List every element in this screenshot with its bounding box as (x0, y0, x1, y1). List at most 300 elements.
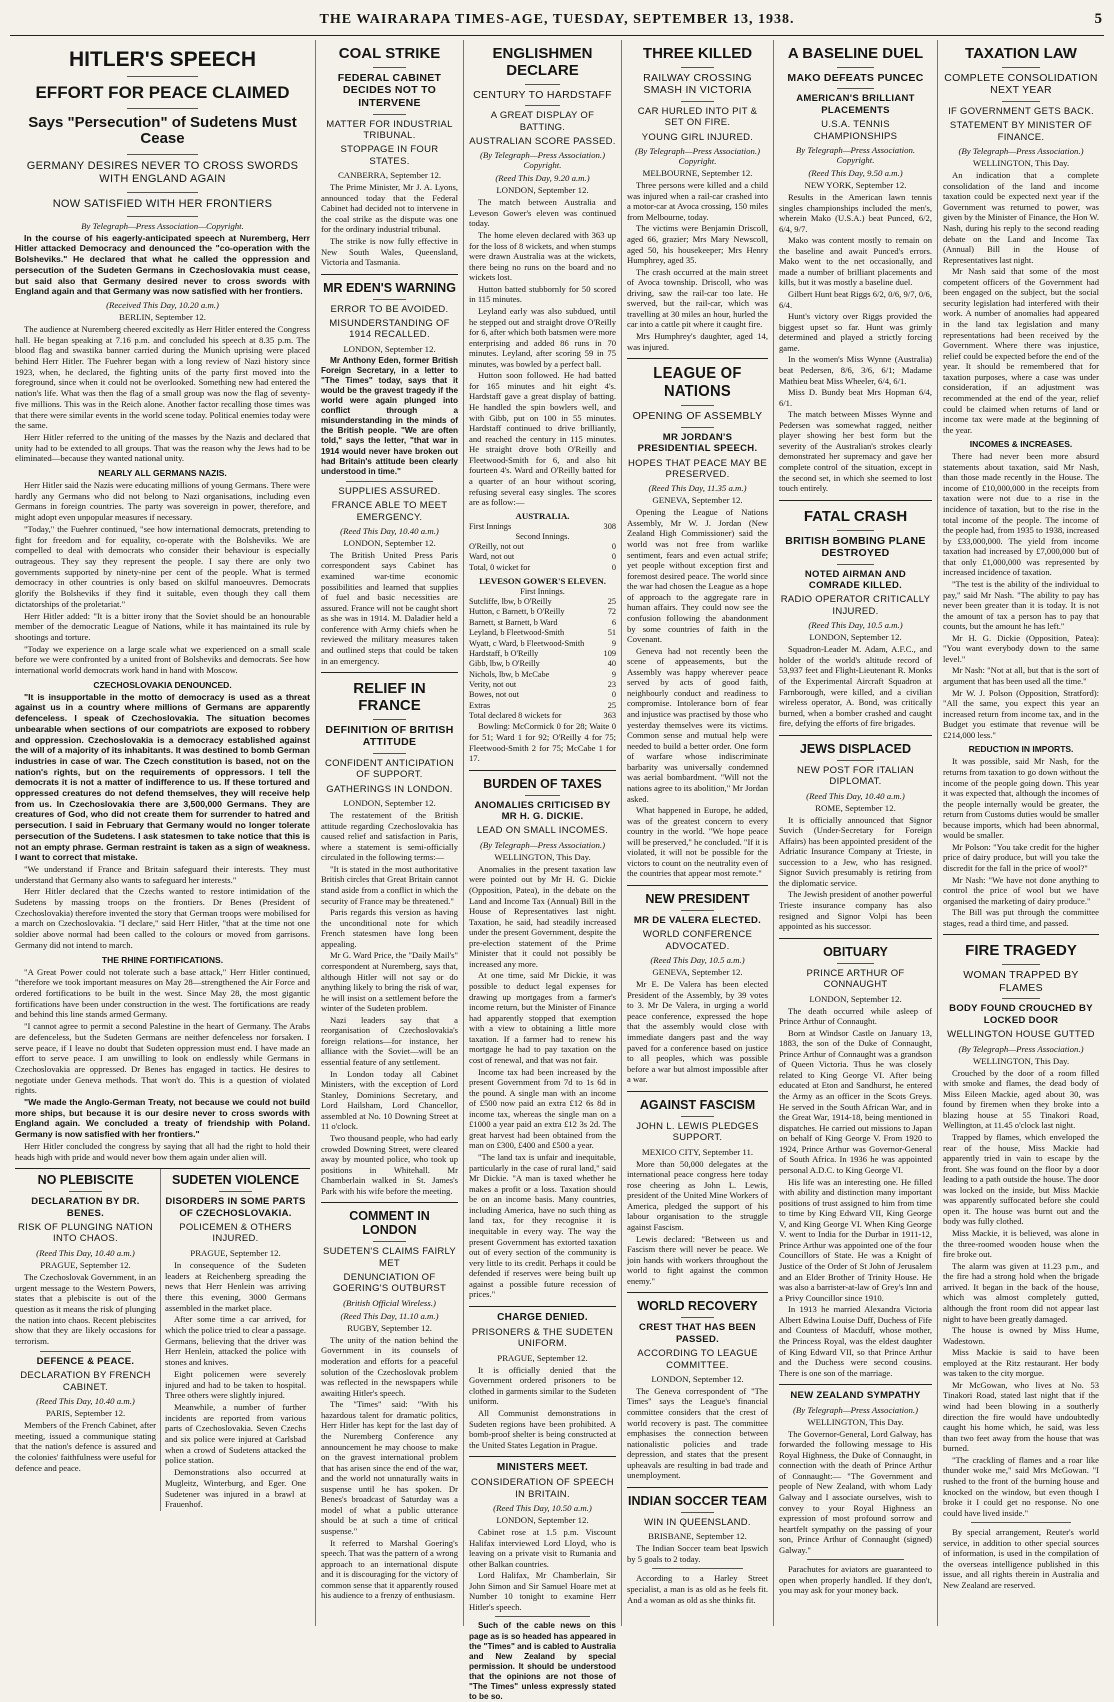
byline: (By Telegraph—Press Association.) (792, 1404, 919, 1415)
notice: Such of the cable news on this page as is so headed has appeared in the "Times" and is cabled to Australia and New Zealand by special permission. It should be understood that the opinions are not those of "The Times" unless expressly stated to be so. (469, 1621, 616, 1702)
article-burden-of-taxes (469, 770, 616, 1300)
paragraph: "We made the Anglo-German Treaty, not because we could not build more ships, but because it is our desire never to cross swords with England again. We concluded a treaty of friendship with Poland. Germany is now satisfied with her frontiers." (15, 1097, 310, 1140)
subheadline: DEFINITION OF BRITISH ATTITUDE (325, 723, 454, 749)
column-3 (464, 40, 622, 1702)
article-no-plebiscite (15, 1169, 161, 1511)
headline: INDIAN SOCCER TEAM (628, 1493, 767, 1508)
divider (373, 1241, 406, 1242)
paragraph: The audience at Nuremberg cheered excitedly as Herr Hitler entered the Congress hall. He began speaking at 7.16 p.m. and concluded his speech at 8.35 p.m. The blood flag and swastika banner carried during the Munich uprising were placed behind Herr Hitler. The Fuehrer began with a long review of Nazi history since 1923, when, he declared, the fighting units of the party first moved into the foreground, since when it could not be overlooked. Something new had entered the nation's life. What was then the flag of a small group was now the flag of seventy-five millions. This was in the Reich alone. Another factor recalling those times was that there were similar events in the world scene today. Political enemies today were the same. (15, 323, 310, 431)
paragraph: It is officially denied that the Government ordered prisoners to be clothed in garments similar to the Sudeten uniform. (469, 1364, 616, 1407)
subheadline: CAR HURLED INTO PIT & SET ON FIRE. (637, 105, 758, 129)
subheadline: SUPPLIES ASSURED. (338, 485, 441, 497)
received-line: (Reed This Day, 10.40 a.m.) (340, 525, 439, 536)
headline: LEAGUE OF NATIONS (653, 365, 742, 401)
received-line: (Reed This Day, 10.40 a.m.) (806, 790, 905, 801)
score-value: 6 (611, 617, 616, 627)
dateline: PRAGUE, September 12. (40, 1259, 131, 1270)
paragraph: Mr Anthony Eden, former British Foreign Secretary, in a letter to "The Times" today, says that it would be the gravest tragedy if the world were again plunged into conflict through a misunderstanding in the minds of the British people. "We are often told," says the letter, "that war in 1914 would never have broken out had Britain's attitude been clearly understood in time." (321, 355, 458, 476)
paragraph: The "Times" said: "With his hazardous talent for dramatic politics, Herr Hitler has kept for the last day of the Nuremberg Conference any announcement he may choose to make on the gravest international problem that has arisen since the end of the war, and the world not unnaturally waits in suspense until he has spoken. Dr Benes's broadcast of Saturday was a model of what a public utterance should be at such a time of critical suspense." (321, 1399, 458, 1536)
score-row (469, 597, 616, 607)
byline: (By Telegraph—Press Association.) (479, 839, 606, 850)
paragraph: "It is stated in the most authoritative British circles that Great Britain cannot stand aside from a conflict in which the security of France may be threatened." (321, 863, 458, 906)
score-name: Gibb, lbw, b O'Reilly (469, 659, 540, 669)
score-name: Ward, not out (469, 552, 515, 562)
divider (69, 1191, 103, 1192)
subheadline: CENTURY TO HARDSTAFF (473, 88, 612, 101)
subheadline: ACCORDING TO LEAGUE COMMITTEE. (637, 1348, 758, 1371)
article-baseline-duel (779, 46, 932, 494)
score-value: 363 (603, 711, 616, 721)
divider (1002, 101, 1039, 102)
subheadline: RAILWAY CROSSING SMASH IN VICTORIA (643, 71, 752, 97)
headline: TAXATION LAW (965, 45, 1077, 62)
headline: AGAINST FASCISM (639, 1097, 756, 1112)
scorecard-subheading: First Innings. (520, 587, 565, 597)
scorecard-leveson-gower (469, 597, 616, 721)
dateline: LONDON, September 12. (343, 537, 436, 548)
scorecard-heading: LEVESON GOWER'S ELEVEN. (479, 576, 606, 587)
divider (373, 753, 406, 754)
article-relief-in-france (321, 672, 458, 1196)
score-row (469, 690, 616, 700)
score-value: 0 (611, 562, 616, 572)
divider (681, 67, 715, 68)
article-ministers-meet (469, 1456, 616, 1702)
dateline: LONDON, September 12. (809, 632, 902, 643)
dateline: LONDON, September 12. (496, 1514, 589, 1525)
dateline: LONDON, September 12. (496, 185, 589, 196)
score-value: 72 (607, 607, 616, 617)
subheadline: STOPPAGE IN FOUR STATES. (340, 144, 439, 167)
score-row (469, 563, 616, 573)
divider (127, 108, 198, 109)
paragraph: Herr Hitler declared that the Czechs wanted to restore intimidation of the Sudetens by massing troops on the frontiers. Dr Benes (President of Czechoslovakia) therefore invented the story that German troops were mobilised for a march on Czechoslovakia. "I declare," said Herr Hitler, "that at the time not one soldier above normal had been called to the colours or moved from garrisons. Germany did not intend to march. (15, 886, 310, 950)
paragraph: "The land tax is unfair and inequitable, particularly in the case of rural land," said Mr Dickie. "A man is taxed whether he makes a profit or a loss. Taxation should be on an income basis. Many countries, including America, have no such thing as land tax, for they recognise it is inequitable in every way. The way the present Government has extorted taxation out of every section of the community is very little to its credit. Perhaps it could be defended if reserves were being built up against a possible future recession of prices." (469, 1152, 616, 1300)
score-row (469, 670, 616, 680)
subheadline: CREST THAT HAS BEEN PASSED. (639, 1322, 756, 1345)
paragraph: It is officially announced that Signor Suvich (Under-Secretary for Foreign Affairs) has been appointed president of the Adriatic Insurance Company at Trieste, in succession to a Jew, who has resigned. Signor Suvich presumably is retiring from the diplomatic service. (779, 814, 932, 888)
score-row (469, 701, 616, 711)
divider (681, 427, 715, 428)
score-row (469, 680, 616, 690)
divider (837, 67, 874, 68)
paragraph: "The crackling of flames and a roar like thunder woke me," said Mrs McGowan. "I rushed to the front of the burning house and knocked on the window, but even though I broke it I could get no response. No one could have lived inside." (943, 1454, 1099, 1518)
dateline: LONDON, September 12. (343, 798, 436, 809)
dateline: PARIS, September 12. (45, 1407, 126, 1418)
subheadline: RADIO OPERATOR CRITICALLY INJURED. (780, 594, 931, 617)
paragraph: There had never been more absurd statements about taxation, said Mr Nash, than those made recently in the House. The income of £10,000,000 in the receipts from taxation were not due to a rise in the incidence of taxation, but to the rise in the total income of the people. The income of the people had, from 1935 to 1938, increased by £33,000,000. The yield from income taxation had increased by £7,000,000 but of that only £1,000,000 was represented by increased incidence of taxation. (943, 451, 1099, 578)
subheadline: DENUNCIATION OF GOERING'S OUTBURST (332, 1272, 447, 1295)
paragraph: The Geneva correspondent of "The Times" says the League's financial committee considers that the crest of world recovery is past. The committee emphasises the connection between nationalistic policies and trade depression, and states that the present upheavals are resulting in bad trade and unemployment. (627, 1385, 768, 1481)
score-value: 9 (611, 638, 616, 648)
article-three-killed (627, 46, 768, 352)
paragraph: Demonstrations also occurred at Mugleitz, Winterburg, and Eger. One Sudetener was injured in a brawl at Frauenhof. (165, 1467, 306, 1510)
dateline: PRAGUE, September 12. (497, 1352, 588, 1363)
subheadline: FRANCE ABLE TO MEET EMERGENCY. (331, 500, 448, 523)
paragraph: Squadron-Leader M. Adam, A.F.C., and holder of the world's altitude record of 53,937 feet and Flight-Lieutenant R. Monks of the Experimental Aircraft Squadron at Farnborough, were killed, and a civilian wireless operator, A. Bond, was critically burned, when a bomber crashed and caught fire, defying the efforts of fire brigades. (779, 644, 932, 729)
paragraph: The strike is now fully effective in New South Wales, Queensland, Victoria and Tasmania. (321, 235, 458, 268)
score-row (469, 552, 616, 562)
divider (40, 1351, 130, 1352)
paragraph: Leyland early was also subdued, until he stepped out and straight drove O'Reilly for 6, after which both batsmen were more enterprising and added 86 runs in 70 minutes. Leyland, after scoring 59 in 75 minutes, was bowled by a perfect ball. (469, 305, 616, 369)
subheadline: Says "Persecution" of Sudetens Must Cease (28, 113, 297, 148)
divider (681, 1317, 715, 1318)
paragraph: His life was an interesting one. He filled with ability and distinction many important positions of trust assigned to him from time to time by King Edward VII, King George V, and King George VI. When King George V. went to India for the Durbar in 1911-12, Prince Arthur was appointed one of the four Councillors of State. He was a Knight of Justice of the Order of St John of Jerusalem and an Elder Brother of Trinity House. He was also a barrister-at-law of Grey's Inn and a Privy Councillor since 1910. (779, 1176, 932, 1303)
paragraph: The alarm was given at 11.23 p.m., and the fire had a strong hold when the brigade arrived. It began in the back of the house, which was almost completely gutted, although the front room did not appear last night to have been greatly damaged. (943, 1260, 1099, 1324)
divider (495, 1616, 589, 1617)
score-value: 51 (607, 628, 616, 638)
byline: By Telegraph—Press Association—Copyright. (81, 220, 244, 231)
subheadline: DISORDERS IN SOME PARTS OF CZECHOSLOVAKIA. (165, 1196, 306, 1219)
subheadline: DECLARATION BY FRENCH CABINET. (20, 1370, 151, 1393)
article-league-of-nations (627, 358, 768, 879)
score-value: 308 (603, 521, 616, 531)
dateline: BRISBANE, September 12. (648, 1531, 747, 1542)
score-value: 25 (607, 700, 616, 710)
paragraph: The death occurred while asleep of Prince Arthur of Connaught. (779, 1005, 932, 1027)
article-new-zealand-sympathy (779, 1384, 932, 1596)
page-number: 5 (1094, 11, 1102, 27)
headline: COMMENT IN LONDON (349, 1209, 430, 1238)
section-heading: THE RHINE FORTIFICATIONS. (101, 954, 224, 965)
paragraph: Miss D. Bundy beat Mrs Hopman 6/4, 6/1. (779, 387, 932, 408)
subheadline: CONSIDERATION OF SPEECH IN BRITAIN. (471, 1477, 614, 1500)
paragraph: Paris regards this version as having the unconditional note for which French statesmen have long been appealing. (321, 907, 458, 949)
divider (127, 76, 198, 77)
score-name: Sutcliffe, lbw, b O'Reilly (469, 597, 552, 607)
dateline: WELLINGTON, This Day. (972, 158, 1070, 169)
paragraph: Members of the French Cabinet, after meeting, issued a communique stating that the nation's defence is assured and the colonies' faithfulness were useful for defence and peace. (15, 1419, 156, 1473)
subheadline: DECLARATION BY DR. BENES. (31, 1196, 140, 1219)
paragraph: Parachutes for aviators are guaranteed to open when properly handled. If they don't, you may ask for your money back. (779, 1564, 932, 1596)
headline: SUDETEN VIOLENCE (171, 1173, 300, 1188)
subheadline: ERROR TO BE AVOIDED. (330, 303, 449, 315)
paragraph: Hutton soon followed. He had batted for 165 minutes and hit eight 4's. Hardstaff gave a great display of batting. He handled the spin bowlers well, and with Gibb, put on 100 in 55 minutes. Hardstaff continued to drive brilliantly, and reached the century in 115 minutes. He straight drove both O'Reilly and Fleetwood-Smith for 6, and also hit fourteen 4's. Ward and O'Reilly batted for a quarter of an hour without scoring, refusing several easy singles. The scores are as follow:— (469, 370, 616, 508)
paragraph: Miss Mackie, it is believed, was alone in the three-roomed wooden house when the fire broke out. (943, 1228, 1099, 1260)
headline: BURDEN OF TAXES (483, 776, 602, 791)
article-sudeten-violence (161, 1169, 310, 1511)
subheadline: WORLD CONFERENCE ADVOCATED. (642, 929, 753, 952)
score-value: 0 (611, 552, 616, 562)
paragraph: An indication that a complete consolidation of the land and income taxation could be expected next year if the Government was returned to power, was given by the Minister of Finance, the Hon W. Nash, during his reply to the second reading debate on the Land and Income Tax (Annual) Bill in the House of Representatives last night. (943, 170, 1099, 265)
article-coal-strike (321, 46, 458, 268)
subheadline: PRINCE ARTHUR OF CONNAUGHT (806, 967, 905, 991)
article-englishmen-declare (469, 46, 616, 764)
article-new-president (627, 885, 768, 1085)
divider (1002, 998, 1039, 999)
subheadline: LEAD ON SMALL INCOMES. (476, 825, 609, 837)
article-fatal-crash (779, 500, 932, 729)
divider (681, 101, 715, 102)
divider (1002, 964, 1039, 965)
subheadline: HOPES THAT PEACE MAY BE PRESERVED. (627, 457, 768, 480)
subheadline: IF GOVERNMENT GETS BACK. (948, 105, 1094, 117)
dateline: WELLINGTON, This Day. (807, 1416, 904, 1427)
divider (971, 1522, 1071, 1523)
dateline: ROME, September 12. (815, 802, 896, 813)
dateline: BERLIN, September 12. (119, 311, 206, 322)
paragraph: All Communist demonstrations in Sudeten regions have been prohibited. A bomb-proof shelter is being constructed at the United States Legation in Prague. (469, 1407, 616, 1450)
paragraph: Mr McGowan, who lives at No. 53 Tinakori Road, stated last night that if the wind had been blowing in a southerly direction the fire would have undoubtedly caught his home which, he said, was less than two feet away from the house that was burned. (943, 1379, 1099, 1454)
score-value: 0 (611, 542, 616, 552)
paragraph: It referred to Marshal Goering's speech. That was the pattern of a wrong approach to an international dispute and it is discouraging for the victory of common sense that it apparently roused his audience to a frenzy of enthusiasm. (321, 1537, 458, 1601)
paragraph: More than 50,000 delegates at the international peace congress here today rose cheering as John L. Lewis, president of the United Mine Workers of America, pledged the support of his labour organisation to the struggle against Fascism. (627, 1158, 768, 1232)
divider (837, 760, 874, 761)
headline: OBITUARY (823, 944, 888, 959)
column-2 (316, 40, 464, 1626)
paragraph: "Today we experience on a large scale what we experienced on a small scale before we were confronted by a united front of Bolsheviks and democrats. See how international world democrats work hand in hand with Moscow. (15, 643, 310, 676)
subheadline: SUDETEN'S CLAIMS FAIRLY MET (322, 1246, 457, 1269)
paragraph: Mr E. De Valera has been elected President of the Assembly, by 39 votes to 3. Mr De Valera, in urging a world peace conference, expressed the hope that the assembly would close with immediate dangers past and the way paved for a conference based on justice to all peoples, which was possible before a war but almost impossible after a war. (627, 979, 768, 1085)
headline: HITLER'S SPEECH (68, 48, 257, 71)
article-taxation-law (943, 46, 1099, 928)
article-jews-displaced (779, 735, 932, 932)
divider (525, 795, 560, 796)
score-row (469, 649, 616, 659)
paragraph: By special arrangement, Reuter's world service, in addition to other special sources of information, is used in the compilation of the overseas intelligence published in this issue, and all rights therein in Australia and New Zealand are reserved. (943, 1527, 1099, 1590)
paragraph: At one time, said Mr Dickie, it was possible to deduct legal expenses for drawing up mortgages from a farmer's income return, but the Minister of Finance had apparently stopped that exemption with a view to obtaining a little more taxation. If a farmer had to renew his mortgage he had to pay taxation on the cost of renewal, and that was not fair. (469, 970, 616, 1065)
column-4 (622, 40, 774, 1626)
score-row (469, 659, 616, 669)
headline: NO PLEBISCITE (37, 1173, 134, 1188)
subheadline: AUSTRALIAN SCORE PASSED. (469, 135, 616, 147)
paragraph: The victims were Benjamin Driscoll, aged 66, grazier; Mrs Mary Newscoll, aged 50, his housekeeper; Mrs Henry Humphrey, aged 35. (627, 223, 768, 266)
section-heading: REDUCTION IN IMPORTS. (968, 744, 1074, 755)
section-heading: CZECHOSLOVAKIA DENOUNCED. (93, 679, 232, 690)
headline: COAL STRIKE (338, 45, 441, 62)
paragraph: Mrs Humphrey's daughter, aged 14, was injured. (627, 331, 768, 352)
dateline: LONDON, September 12. (809, 993, 902, 1004)
article-comment-in-london (321, 1202, 458, 1601)
paragraph: The match between Misses Wynne and Pedersen was somewhat ragged, neither player showing her best form but the severity of the Australian's strokes clearly demonstrated her supremacy and gave her complete control of the situation, except in the second set, in which she seemed to lost touch entirely. (779, 409, 932, 494)
paragraph: The crash occurred at the main street of Avoca township. Driscoll, who was driving, saw the rail-car too late. He swerved, but the rail-car, which was travelling at 30 miles an hour, hurled the car into a cattle pit where it caught fire. (627, 266, 768, 330)
paragraph: Herr Hitler said the Nazis were educating millions of young Germans. There were hardly any Germans who did not belong to Nazi organisations, including even Germans in foreign countries. The party was sovereign in power, therefore, and might adopt even unpopular measures if necessary. (15, 480, 310, 523)
paragraph: Cabinet rose at 1.5 p.m. Viscount Halifax interviewed Lord Lloyd, who is leaving on a private visit to Rumania and other Balkan countries. (469, 1526, 616, 1569)
paragraph: In consequence of the Sudeten leaders at Reichenberg spreading the news that Herr Henlein was arriving there this evening, 3000 Germans assembled in the market place. (165, 1259, 306, 1313)
column-1 (10, 40, 316, 1626)
divider (652, 1568, 742, 1569)
headline: FATAL CRASH (803, 507, 908, 525)
divider (219, 1191, 253, 1192)
paragraph: "The test is the ability of the individual to pay," said Mr Nash. "The ability to pay has never been greater than it is today. It is not the amount of tax a person has to pay that counts, but the amount he has left." (943, 578, 1099, 632)
subheadline: DEFENCE & PEACE. (36, 1355, 135, 1367)
subheadline: BRITISH BOMBING PLANE DESTROYED (785, 534, 926, 560)
score-name: First Innings (469, 521, 512, 531)
subheadline: PRISONERS & THE SUDETEN UNIFORM. (471, 1326, 614, 1350)
score-value: 0 (611, 690, 616, 700)
received-line: (Reed This Day, 10.40 a.m.) (36, 1247, 135, 1258)
dateline: LONDON, September 12. (651, 1373, 744, 1384)
article-obituary (779, 938, 932, 1378)
paragraph: Mr Nash: "Not at all, but that is the sort of argument that has been used all the time." (943, 665, 1099, 687)
byline: (By Telegraph—Press Association.) Copyright. (479, 150, 606, 171)
subheadline: NOTED AIRMAN AND COMRADE KILLED. (804, 568, 907, 592)
received-line: (Reed This Day, 9.50 a.m.) (808, 167, 903, 178)
headline: NEW ZEALAND SYMPATHY (790, 1390, 921, 1402)
score-name: O'Reilly, not out (469, 542, 524, 552)
paragraph: "We understand if France and Britain safeguard their interests. They must understand that Germany also wants to safeguard her interests." (15, 863, 310, 885)
headline: A BASELINE DUEL (787, 45, 924, 62)
subheadline: AMERICAN'S BRILLIANT PLACEMENTS (796, 93, 915, 116)
paragraph: Herr Hitler added: "It is a bitter irony that the Soviet should be an honourable member of the democratic League of Nations, while it has maintained its rule by shootings and torture. (15, 610, 310, 642)
article-charge-denied (469, 1306, 616, 1450)
paragraph: Hunt's victory over Riggs provided the biggest upset so far. Hunt was grimly determined and played a strictly forcing game. (779, 311, 932, 353)
paragraph: Eight policemen were severely injured and had to be taken to hospital. Three others were slightly injured. (165, 1368, 306, 1401)
article-indian-soccer-team (627, 1487, 768, 1605)
headline: NEW PRESIDENT (645, 892, 750, 906)
divider (373, 719, 406, 720)
divider (373, 299, 406, 300)
subheadline: MAKO DEFEATS PUNCEC (787, 71, 924, 84)
byline: By Telegraph—Press Association. Copyright. (795, 144, 916, 165)
subheadline: WIN IN QUEENSLAND. (644, 1516, 751, 1528)
divider (127, 154, 198, 155)
paragraph: Nazi leaders say that a reorganisation of Czechoslovakia's foreign relations—for instance, her alliance with the Soviet—will be an essential feature of any settlement. (321, 1014, 458, 1067)
received-line: (Reed This Day, 9.20 a.m.) (495, 173, 590, 184)
dateline: LONDON, September 12. (343, 343, 436, 354)
paragraph: What happened in Europe, he added, was of the greatest concern to every country in the world. "We hope peace will be preserved," he concluded. "If it is violated, it will not be possible for the victors to count on the neutrality even of the countries that appear most remote." (627, 805, 768, 879)
headline: CHARGE DENIED. (497, 1311, 588, 1323)
paragraph: Two thousand people, who had early crowded Downing Street, were cleared away by mounted police, who took up positions in Whitehall. Mr Chamberlain walked in St. James's Park with his wife before the meeting. (321, 1132, 458, 1196)
headline: ENGLISHMEN DECLARE (492, 45, 593, 79)
received-line: (Reed This Day, 10.5 a.m.) (808, 620, 903, 631)
column-5 (774, 40, 938, 1626)
subheadline: ANOMALIES CRITICISED BY MR H. G. DICKIE. (474, 799, 611, 823)
subheadline: MISUNDERSTANDING OF 1914 RECALLED. (329, 318, 450, 341)
article-lead: In the course of his eagerly-anticipated speech at Nuremberg, Herr Hitler attacked Democracy and denounced the "co-operation with the Bolsheviks." He declared that what he called the oppression and persecution of the Sudeten Germans in Czechoslovakia must cease, but said also that Germany desired never to cross swords with England again and that Germany was now satisfied with her frontiers. (15, 232, 310, 297)
subheadline: YOUNG GIRL INJURED. (641, 131, 754, 143)
dateline: GENEVA, September 12. (652, 967, 743, 978)
dateline: WELLINGTON, This Day. (494, 851, 591, 862)
paragraph: Herr Hitler referred to the uniting of the masses by the Nazis and declared that unity had to be extended to all groups. That was the reason why the Jews had to be eliminated—because they wanted national unity. (15, 431, 310, 464)
headline: WORLD RECOVERY (637, 1299, 758, 1314)
paragraph: The Czechoslovak Government, in an urgent message to the Western Powers, states that a plebiscite is out of the question as it means the risk of plunging the nation into chaos. Recent plebiscites show that they are likely occasions for terrorism. (15, 1271, 156, 1347)
score-row (469, 522, 616, 532)
scorecard-subheading: Second Innings. (515, 532, 570, 542)
paragraph: In London today all Cabinet Ministers, with the exception of Lord Stanley, Dominions Secretary, and Lord Hailsham, Lord Chancellor, assembled at No. 10 Downing Street at 11 o'clock. (321, 1068, 458, 1132)
paragraph: Three persons were killed and a child was injured when a rail-car crashed into a motor-car at Avoca crossing, 150 miles from Melbourne, today. (627, 180, 768, 222)
paragraph: Lord Halifax, Mr Chamberlain, Sir John Simon and Sir Samuel Hoare met at Number 10 tonight to examine Herr Hitler's speech. (469, 1570, 616, 1612)
subheadline: WELLINGTON HOUSE GUTTED (947, 1029, 1095, 1041)
score-name: Wyatt, c Ward, b Fleetwood-Smith (469, 638, 585, 648)
scorecard-australia-second (469, 542, 616, 573)
article-world-recovery (627, 1292, 768, 1481)
paragraph: The house is owned by Miss Hume, Wadestown. (943, 1325, 1099, 1346)
score-row (469, 542, 616, 552)
paragraph: Results in the American lawn tennis singles championships included the men's, wherein Mako (U.S.A.) beat Punced, 6/2, 6/4, 9/7. (779, 191, 932, 234)
divider (681, 1116, 715, 1117)
byline: (By Telegraph—Press Association.) Copyright. (634, 146, 761, 167)
paragraph: "Today," the Fuehrer continued, "see how international democrats, pretending to fight for freedom and for equality, co-operate with the Bolsheviks. We are compelled to deal with democrats who consider their behaviour is especially outrageous. They say they represent the people. I say there are only two governments supported by ninety-nine per cent of the people. What is termed democracy in other countries is only based on skilful manoeuvres. Democrats glorify the Bolsheviks if they find it suitable, even though they call them dictatorships of the proletariat." (15, 523, 310, 609)
subheadline: POLICEMEN & OTHERS INJURED. (179, 1222, 292, 1245)
dateline: MEXICO CITY, September 11. (641, 1146, 754, 1157)
paragraph: The British United Press Paris correspondent says Cabinet has examined war-time economic possibilities and learned that supplies of fuel and basic necessities are assured. France will not be caught short as she was in 1914. M. Daladier held a conference with Army chiefs when he reviewed the military measures taken and outlined steps that could be taken in an emergency. (321, 549, 458, 666)
score-name: Barnett, st Barnett, b Ward (469, 617, 558, 627)
paragraph: Mr G. Ward Price, the "Daily Mail's" correspondent at Nuremberg, says that, although Hitler will not say or do anything likely to bring the risk of war, he will insist on a settlement before the winter of the Sudeten problem. (321, 950, 458, 1014)
paragraph: In the women's Miss Wynne (Australia) beat Pedersen, 8/6, 3/6, 6/1; Madame Mathieu beat Miss Wheeler, 6/4, 6/1. (779, 354, 932, 386)
masthead (10, 6, 1104, 36)
paragraph: Mako was content mostly to remain on the baseline and await Punced's errors. Mako went to the net occasionally, and made a number of brilliant placements and kills, but it was mostly a baseline duel. (779, 235, 932, 288)
subheadline: MR DE VALERA ELECTED. (633, 915, 762, 926)
received-line: (Reed This Day, 10.50 a.m.) (493, 1502, 592, 1513)
received-line: (Received This Day, 10.20 a.m.) (106, 299, 219, 310)
score-row (469, 639, 616, 649)
divider (525, 105, 560, 106)
column-6 (938, 40, 1104, 1626)
score-row (469, 628, 616, 638)
subheadline: A GREAT DISPLAY OF BATTING. (490, 110, 595, 133)
section-heading: NEARLY ALL GERMANS NAZIS. (98, 468, 227, 479)
paragraph: The Bill was put through the committee stages, read a third time, and passed. (943, 907, 1099, 928)
columns (10, 40, 1104, 1702)
source-line: (British Official Wireless.) (343, 1297, 436, 1308)
headline: MINISTERS MEET. (496, 1462, 589, 1474)
divider (373, 114, 406, 115)
score-name: Hutton, c Barnett, b O'Reilly (469, 607, 565, 617)
subheadline: RISK OF PLUNGING NATION INTO CHAOS. (18, 1222, 153, 1245)
paragraph: Gilbert Hunt beat Riggs 6/2, 0/6, 9/7, 0/6, 6/4. (779, 289, 932, 310)
divider (346, 481, 434, 482)
paragraph: Bowling: McCormick 0 for 28; Waite 0 for 51; Ward 1 for 92; O'Reilly 4 for 75; Fleetwood-Smith 2 for 75; McCabe 1 for 17. (469, 721, 616, 764)
score-row (469, 711, 616, 721)
subheadline: U.S.A. TENNIS CHAMPIONSHIPS (813, 119, 898, 142)
divider (525, 84, 560, 85)
subheadline: JOHN L. LEWIS PLEDGES SUPPORT. (636, 1120, 759, 1144)
dateline: MELBOURNE, September 12. (642, 168, 753, 179)
score-row (469, 618, 616, 628)
score-name: Hardstaff, b O'Reilly (469, 648, 539, 658)
score-name: Total declared 8 wickets for (469, 711, 562, 721)
received-line: (Reed This Day, 10.40 a.m.) (36, 1395, 135, 1406)
paragraph: Opening the League of Nations Assembly, Mr W. J. Jordan (New Zealand High Commissioner) said the world was not free from warlike sentiment, fears and even actual strife; yet people without exception first and foremost desired peace. The world since the war had chosen the League as a hope of approach to the aggregate rare in human affairs. They could now see the confusion following the abandonment by some countries of faith in the Covenant. (627, 507, 768, 645)
paragraph: Mr Nash said that some of the most competent officers of the Government had been engaged on the subject, but the social security legislation had interfered with their work. A number of anomalies had appeared in the land tax legislation and many representations had been received by the Government. Where there was injustice, relief could be expected before the end of the year. It should be remembered that for taxation purposes, where a case was under consideration, if an adjustment was recommended at the end of the year, relief could be claimed when returns of land or income tax were made at the beginning of the year. (943, 266, 1099, 435)
dateline: PRAGUE, September 12. (190, 1247, 281, 1258)
paragraph: Miss Mackie is said to have been employed at the Ritz restaurant. Her body was taken to the city morgue. (943, 1347, 1099, 1379)
subheadline: GATHERINGS IN LONDON. (326, 783, 453, 795)
divider (681, 910, 715, 911)
headline: RELIEF IN FRANCE (353, 680, 426, 714)
paragraph: After some time a car arrived, for which the police tried to clear a passage. Germans, believing that the driver was Herr Henlein, attacked the police with stones and knives. (165, 1314, 306, 1368)
paragraph: The Indian Soccer team beat Ipswich by 5 goals to 2 today. (627, 1543, 768, 1564)
paragraph: Mr Nash: "We have not done anything to control the price of wool but we have organised the marketing of dairy produce." (943, 874, 1099, 906)
dateline: WELLINGTON, This Day. (972, 1055, 1070, 1066)
headline: JEWS DISPLACED (799, 741, 912, 756)
subheadline: STATEMENT BY MINISTER OF FINANCE. (949, 120, 1093, 143)
headline: FIRE TRAGEDY (965, 942, 1077, 960)
scorecard-australia (469, 522, 616, 532)
score-row (469, 607, 616, 617)
paragraph: Geneva had not recently been the scene of appeasements, but the Assembly was happy wherever peace served by acts of good faith, neighbourly conduct and readiness to compromise. Intolerance born of fear and injustice was practised by those who yesterday themselves were its victims. Common sense and mutual help were needed to build a better order. One form of warfare whose indiscriminate barbarity was universally condemned was aerial bombardment. "Will not the nations agree to its abolition," Mr Jordan asked. (627, 645, 768, 804)
divider (681, 405, 715, 406)
masthead-title: THE WAIRARAPA TIMES-AGE, TUESDAY, SEPTEMBER 13, 1938. (319, 12, 795, 27)
subheadline: OPENING OF ASSEMBLY (632, 410, 763, 423)
score-name: Verity, not out (469, 679, 517, 689)
paragraph: The Jewish president of another powerful Trieste insurance company has also resigned and Signor Volpi has been appointed as his successor. (779, 889, 932, 932)
dateline: CANBERRA, September 12. (337, 170, 442, 181)
article-hitler-speech (15, 48, 310, 1162)
paragraph: The match between Australia and Leveson Gower's eleven was continued today. (469, 197, 616, 229)
paragraph: The home eleven declared with 363 up for the loss of 8 wickets, and when stumps were drawn Australia was at the wickets, there being no runs on the board and no wickets lost. (469, 230, 616, 283)
subheadline: GERMANY DESIRES NEVER TO CROSS SWORDS WITH ENGLAND AGAIN (26, 160, 299, 186)
received-line: (Reed This Day, 11.10 a.m.) (340, 1310, 439, 1321)
dateline: RUGBY, September 12. (347, 1322, 432, 1333)
paragraph: Mr Polson: "You take credit for the higher price of dairy produce, but will you take the discredit for the fall in the price of wool?" (943, 841, 1099, 874)
subheadline: BODY FOUND CROUCHED BY LOCKED DOOR (949, 1003, 1093, 1026)
paragraph: The restatement of the British attitude regarding Czechoslovakia has caused relief and satisfaction in Paris, where a statement is semi-officially circulated in the following terms:— (321, 810, 458, 863)
split-articles (15, 1168, 310, 1511)
paragraph: "It is insupportable in the motto of democracy is used as a threat against us in a country where millions of Germans are apparently defenceless. I speak of Czechoslovakia. The situation becomes unbearable when sections of our compatriots are exposed to robbery and oppression. Czechoslovakia is a democracy established against the will of a majority of its inhabitants. It was destined to bomb German industries in case of war. The Czech constitution is based, not on the nation's rights, but on the requirements of oppressors. I tell the democrats it is not a matter of indifference to us. If these tortured and oppressed creatures do not defend themselves, they will receive help from us. In Czechoslovakia there are 3,500,000 Germans. They are creatures of God, who did not create them for surrender to hatred and persecution. I said in February that Germany would no longer tolerate persecution of the Sudetens. I ask statesmen to take notice that this is not an empty phrase. German restraint is taken as a sign of weakness. I want to correct that mistake. (15, 691, 310, 863)
divider (373, 67, 406, 68)
